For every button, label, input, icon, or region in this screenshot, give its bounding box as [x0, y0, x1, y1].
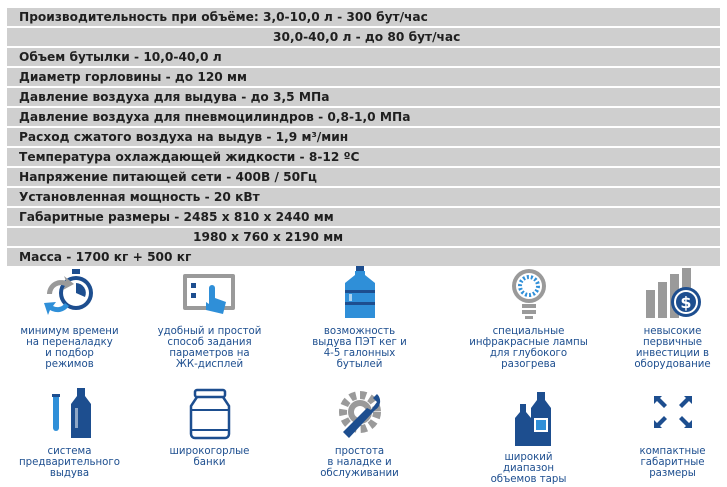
spec-neck-diameter: Диаметр горловины - до 120 мм — [7, 68, 720, 86]
feature-caption: простота в наладке и обслуживании — [320, 446, 399, 479]
spec-coolant-temperature: Температура охлаждающей жидкости - 8-12 ºС — [7, 148, 720, 166]
water-jug-icon — [329, 264, 391, 322]
touch-screen-icon — [179, 264, 241, 322]
spec-weight: Масса - 1700 кг + 500 кг — [7, 248, 720, 266]
compact-arrows-icon — [642, 384, 704, 442]
spec-cylinder-pressure: Давление воздуха для пневмоцилиндров - 0,8-1,0 МПа — [7, 108, 720, 126]
feature-caption: компактные габаритные размеры — [639, 446, 706, 479]
feature-caption: удобный и простой способ задания параметров на ЖК-дисплей — [157, 326, 262, 370]
spec-bottle-volume: Объем бутылки - 10,0-40,0 л — [7, 48, 720, 66]
feature-caption: широкий диапазон объемов тары — [490, 452, 567, 485]
spec-dimensions: Габаритные размеры - 2485 х 810 х 2440 мм — [7, 208, 720, 226]
feature-caption: минимум времени на переналадку и подбор режимов — [20, 326, 119, 370]
feature-low-investment — [605, 262, 727, 370]
spec-voltage: Напряжение питающей сети - 400В / 50Гц — [7, 168, 720, 186]
bottles-range-icon — [498, 390, 560, 448]
feature-caption: невысокие первичные инвестиции в оборудование — [634, 326, 711, 370]
feature-wide-volume-range — [461, 388, 596, 485]
spec-blow-pressure: Давление воздуха для выдува - до 3,5 МПа — [7, 88, 720, 106]
specifications-table — [7, 8, 720, 268]
spec-dimensions-second: 1980 х 760 х 2190 мм — [7, 228, 720, 246]
wide-jar-icon — [179, 384, 241, 442]
feature-caption: широкогорлые банки — [169, 446, 250, 468]
dollar-chart-icon — [642, 264, 704, 322]
feature-lcd-control — [142, 262, 277, 370]
feature-caption: возможность выдува ПЭТ кег и 4-5 галонных бутылей — [312, 326, 407, 370]
stopwatch-refresh-icon — [39, 264, 101, 322]
feature-caption: система предварительного выдува — [19, 446, 120, 479]
feature-caption: специальные инфракрасные лампы для глубокого разогрева — [469, 326, 588, 370]
spec-power: Установленная мощность - 20 кВт — [7, 188, 720, 206]
spec-air-consumption: Расход сжатого воздуха на выдув - 1,9 м³/мин — [7, 128, 720, 146]
feature-preblow-system — [2, 382, 137, 479]
spec-productivity: Производительность при объёме: 3,0-10,0 л - 300 бут/час — [7, 8, 720, 26]
feature-min-changeover — [2, 262, 137, 370]
feature-wide-neck-jars — [142, 382, 277, 468]
feature-pet-kegs — [292, 262, 427, 370]
preform-bottle-icon — [39, 384, 101, 442]
infrared-lamp-icon — [498, 264, 560, 322]
spec-productivity-large: 30,0-40,0 л - до 80 бут/час — [7, 28, 720, 46]
feature-compact-dimensions — [605, 382, 727, 479]
svg-text:$: $ — [679, 293, 692, 312]
gear-wrench-icon — [329, 384, 391, 442]
feature-easy-maintenance — [292, 382, 427, 479]
feature-infrared-lamps — [461, 262, 596, 370]
